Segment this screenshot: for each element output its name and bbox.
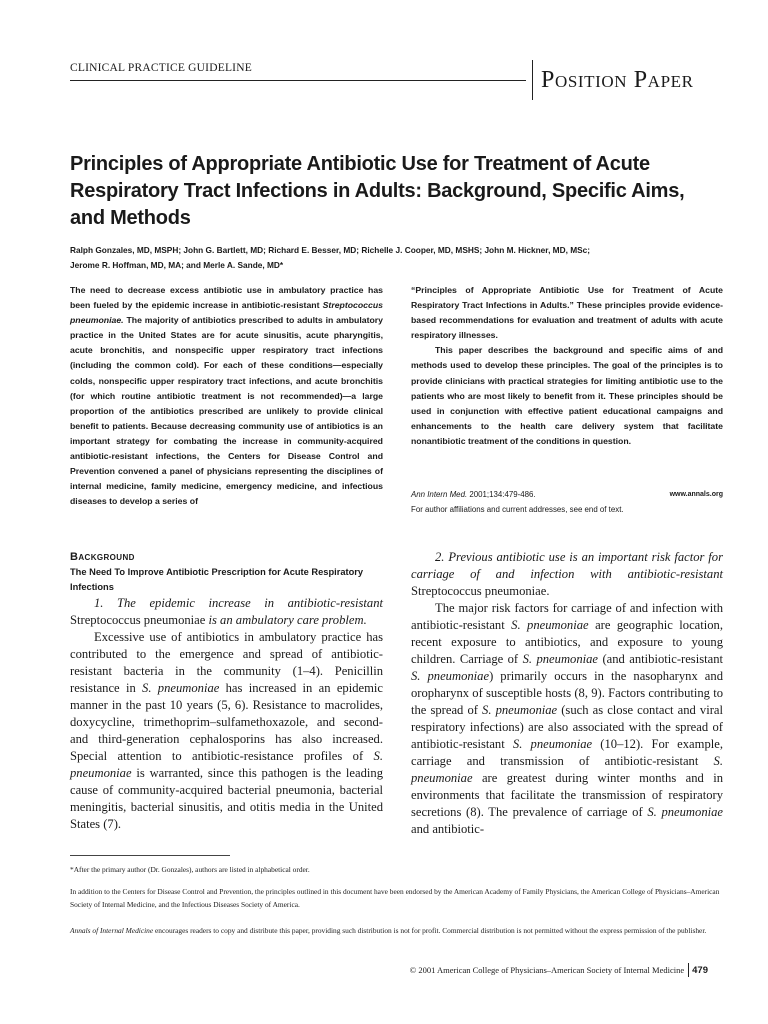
copyright-text: © 2001 American College of Physicians–American Society of Internal Medicine <box>409 965 685 975</box>
journal-name: Ann Intern Med. <box>411 490 468 499</box>
body-text: The major risk factors for carriage of and infection with antibiotic-resistant <box>411 601 723 632</box>
author-list <box>70 243 720 273</box>
point-text: 1. The epidemic increase in antibiotic-resistant <box>94 596 383 610</box>
species-name: S. pneumoniae <box>511 618 589 632</box>
footer-divider <box>688 963 689 977</box>
point-heading <box>70 595 383 629</box>
species-name: S. pneumoniae <box>522 652 599 666</box>
abstract-text: The majority of antibiotics prescribed to adults in ambulatory practice in the United States are for acute sinusitis, acute pharyngitis, acute bronchitis, and nonspecific upper respiratory tract infections (including the common cold). For each of these conditions—especially colds, nonspecific upper respiratory tract infections, and acute bronchitis (for which routine antibiotic treatment is not recommended)—a large proportion of the antibiotics prescribed are unlikely to provide clinical benefit to patients. Because decreasing community use of antibiotics is an important strategy for combating the increase in community-acquired antibiotic-resistant infections, the Centers for Disease Control and Prevention convened a panel of physicians representing the disciplines of internal medicine, family medicine, emergency medicine, and infectious diseases to develop a series of <box>70 315 383 507</box>
species-name: S. pneumoniae <box>142 681 220 695</box>
body-text: Excessive use of antibiotics in ambulatory practice has contributed to the emergence and spread of antibiotic-resistant bacteria in the community (1–4). Penicillin resistance in <box>70 630 383 695</box>
section-label: Position Paper <box>541 67 694 93</box>
species-name: S. pneumoniae <box>70 749 383 780</box>
body-text: are greatest during winter months and in environments that facilitate the transmission of respiratory secretions (8). The prevalence of carriage of <box>411 771 723 819</box>
citation-details: 2001;134:479-486. <box>467 490 536 499</box>
body-text: has increased in an epidemic manner in the past 10 years (5, 6). Resistance to macrolides, doxycycline, trimethoprim–sulfamethoxazole, and second- and third-generation cephalosporins has also increased. Special attention to antibiotic-resistance profiles of <box>70 681 383 763</box>
guideline-label: CLINICAL PRACTICE GUIDELINE <box>70 62 252 74</box>
species-name: S. pneumoniae <box>411 754 723 785</box>
body-text: (such as close contact and viral respiratory infections) are also associated with the spread of antibiotic-resistant <box>411 703 723 751</box>
body-paragraph <box>411 600 723 838</box>
abstract-right-column <box>411 283 723 449</box>
journal-name: Annals of Internal Medicine <box>70 926 154 935</box>
journal-url-link[interactable]: www.annals.org <box>669 491 723 498</box>
species-name: S. pneumoniae <box>512 737 593 751</box>
author-line: Ralph Gonzales, MD, MSPH; John G. Bartlett, MD; Richard E. Besser, MD; Richelle J. Cooper, MD, MSHS; John M. Hickner, MD, MSc; <box>70 245 591 255</box>
citation-row <box>411 488 723 503</box>
abstract-text: The need to decrease excess antibiotic use in ambulatory practice has been fueled by the epidemic increase in antibiotic-resistant <box>70 285 383 311</box>
affiliations-note: For author affiliations and current addresses, see end of text. <box>411 504 624 514</box>
header-rule <box>70 80 526 81</box>
title-line: Principles of Appropriate Antibiotic Use for Treatment of Acute <box>70 153 650 175</box>
page-number: 479 <box>692 964 708 976</box>
species-name: S. pneumoniae <box>482 703 558 717</box>
body-paragraph <box>70 629 383 833</box>
title-line: and Methods <box>70 207 191 229</box>
body-text: ) primarily occurs in the nasopharynx and oropharynx of susceptible hosts (8, 9). Factors contributing to the spread of <box>411 669 723 717</box>
abstract-paragraph: This paper describes the background and specific aims of and methods used to develop these principles. The goal of the principles is to provide clinicians with practical strategies for limiting antibiotic use to the patients who are most likely to benefit from it. These principles should be used in conjunction with effective patient educational campaigns and enhancements to the health care delivery system that facilitate nonantibiotic treatment of the conditions in question. <box>411 345 723 446</box>
species-name: Streptococcus pneumoniae <box>70 613 206 627</box>
journal-citation <box>411 488 536 503</box>
species-name: Streptococcus pneumoniae. <box>411 584 550 598</box>
body-text: are geographic location, recent exposure to antibiotics, and exposure to young children. Carriage of <box>411 618 723 666</box>
body-text: and antibiotic- <box>411 822 485 836</box>
article-title <box>70 151 710 232</box>
subsection-heading: The Need To Improve Antibiotic Prescription for Acute Respiratory Infections <box>70 567 364 592</box>
species-name: S. pneumoniae <box>411 669 490 683</box>
abstract-paragraph <box>70 283 383 509</box>
footnote-author-order: *After the primary author (Dr. Gonzales), authors are listed in alphabetical order. <box>70 865 310 874</box>
footnote-rule <box>70 855 230 856</box>
header-divider <box>532 60 533 100</box>
abstract-paragraph: “Principles of Appropriate Antibiotic Use for Treatment of Acute Respiratory Tract Infections in Adults.” These principles provide evidence-based recommendations for evaluation and treatment of adults with acute respiratory illnesses. <box>411 285 723 341</box>
author-line: Jerome R. Hoffman, MD, MA; and Merle A. Sande, MD* <box>70 260 284 270</box>
copy-notice-text: encourages readers to copy and distribute this paper, providing such distribution is not for profit. Commercial distribution is not permitted without the express permission of the publisher. <box>153 926 707 935</box>
footnote-endorsement: In addition to the Centers for Disease Control and Prevention, the principles outlined in this document have been endorsed by the American Academy of Family Physicians, the American College of Physicians–American Society of Internal Medicine, and the Infectious Diseases Society of America. <box>70 887 720 909</box>
footnote-copy-notice <box>70 925 725 938</box>
section-heading: Background <box>70 551 135 563</box>
species-name: Streptococcus pneumoniae. <box>70 300 383 326</box>
page-footer <box>410 963 708 977</box>
body-left-column <box>70 549 383 833</box>
title-line: Respiratory Tract Infections in Adults: Background, Specific Aims, <box>70 180 685 202</box>
body-text: (10–12). For example, carriage and transmission of antibiotic-resistant <box>411 737 723 768</box>
point-text: is an ambulatory care problem. <box>205 613 367 627</box>
abstract-left-column <box>70 283 383 509</box>
point-heading <box>411 549 723 600</box>
point-text: 2. Previous antibiotic use is an important risk factor for carriage of and infection with antibiotic-resistant <box>411 550 723 581</box>
citation-block <box>411 488 723 517</box>
body-right-column <box>411 549 723 838</box>
body-text: (and antibiotic-resistant <box>598 652 723 666</box>
species-name: S. pneumoniae <box>647 805 724 819</box>
body-text: is warranted, since this pathogen is the leading cause of community-acquired bacterial pneumonia, bacterial meningitis, bacterial sinusitis, and otitis media in the United States (7). <box>70 766 383 831</box>
